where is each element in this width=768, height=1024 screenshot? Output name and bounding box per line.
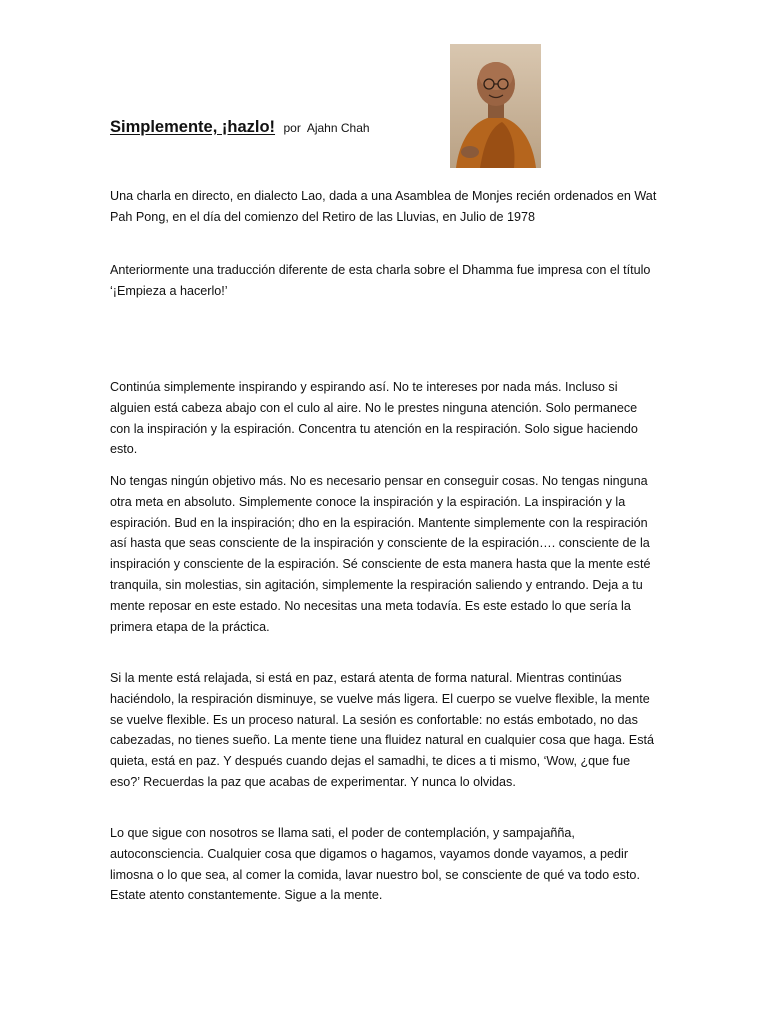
title-line — [110, 118, 370, 137]
body-paragraph: No tengas ningún objetivo más. No es necesario pensar en conseguir cosas. No tengas ninguna otra meta en absoluto. Simplemente conoce la inspiración y la espiración. La inspiración y la espiración. Bud en la inspiración; dho en la espiración. Mantente simplemente con la respiración así hasta que seas consciente de la inspiración y consciente de la espiración…. consciente de la inspiración y consciente de la espiración. Sé consciente de esta manera hasta que la mente esté tranquila, sin molestias, sin agitación, simplemente la respiración saliendo y entrando. Deja a tu mente reposar en este estado. No necesitas una meta todavía. Es este estado lo que sería la primera etapa de la práctica. — [110, 474, 651, 634]
body-paragraph: Lo que sigue con nosotros se llama sati, el poder de contemplación, y sampajañña, autoconsciencia. Cualquier cosa que digamos o hagamos, vayamos donde vayamos, a pedir limosna o lo que sea, al comer la comida, lavar nuestro bol, se consciente de qué va todo esto. Estate atento constantemente. Sigue a la mente. — [110, 826, 640, 903]
byline — [283, 121, 369, 135]
document-title: Simplemente, ¡hazlo! — [110, 118, 276, 136]
translation-note: Anteriormente una traducción diferente de esta charla sobre el Dhamma fue impresa con el título ‘¡Empieza a hacerlo!’ — [110, 263, 651, 298]
body-paragraph: Si la mente está relajada, si está en paz, estará atenta de forma natural. Mientras continúas haciéndolo, la respiración disminuye, se vuelve más ligera. El cuerpo se vuelve flexible, la mente se vuelve flexible. Es un proceso natural. La sesión es confortable: no estás embotado, no das cabezadas, no tienes sueño. La mente tiene una fluidez natural en cualquier cosa que haga. Está quieta, está en paz. Y después cuando dejas el samadhi, te dices a ti mismo, ‘Wow, ¿que fue eso?’ Recuerdas la paz que acabas de experimentar. Y nunca lo olvidas. — [110, 671, 655, 789]
author-name: Ajahn Chah — [306, 121, 370, 135]
intro-paragraph: Una charla en directo, en dialecto Lao, dada a una Asamblea de Monjes recién ordenados en Wat Pah Pong, en el día del comienzo del Retiro de las Lluvias, en Julio de 1978 — [110, 189, 657, 224]
body-paragraph: Continúa simplemente inspirando y espirando así. No te intereses por nada más. Incluso si alguien está cabeza abajo con el culo al aire. No le prestes ninguna atención. Solo permanece con la inspiración y la espiración. Concentra tu atención en la respiración. Solo sigue haciendo esto. — [110, 380, 638, 457]
author-portrait-photo — [450, 44, 541, 168]
byline-prefix: por — [283, 121, 301, 135]
